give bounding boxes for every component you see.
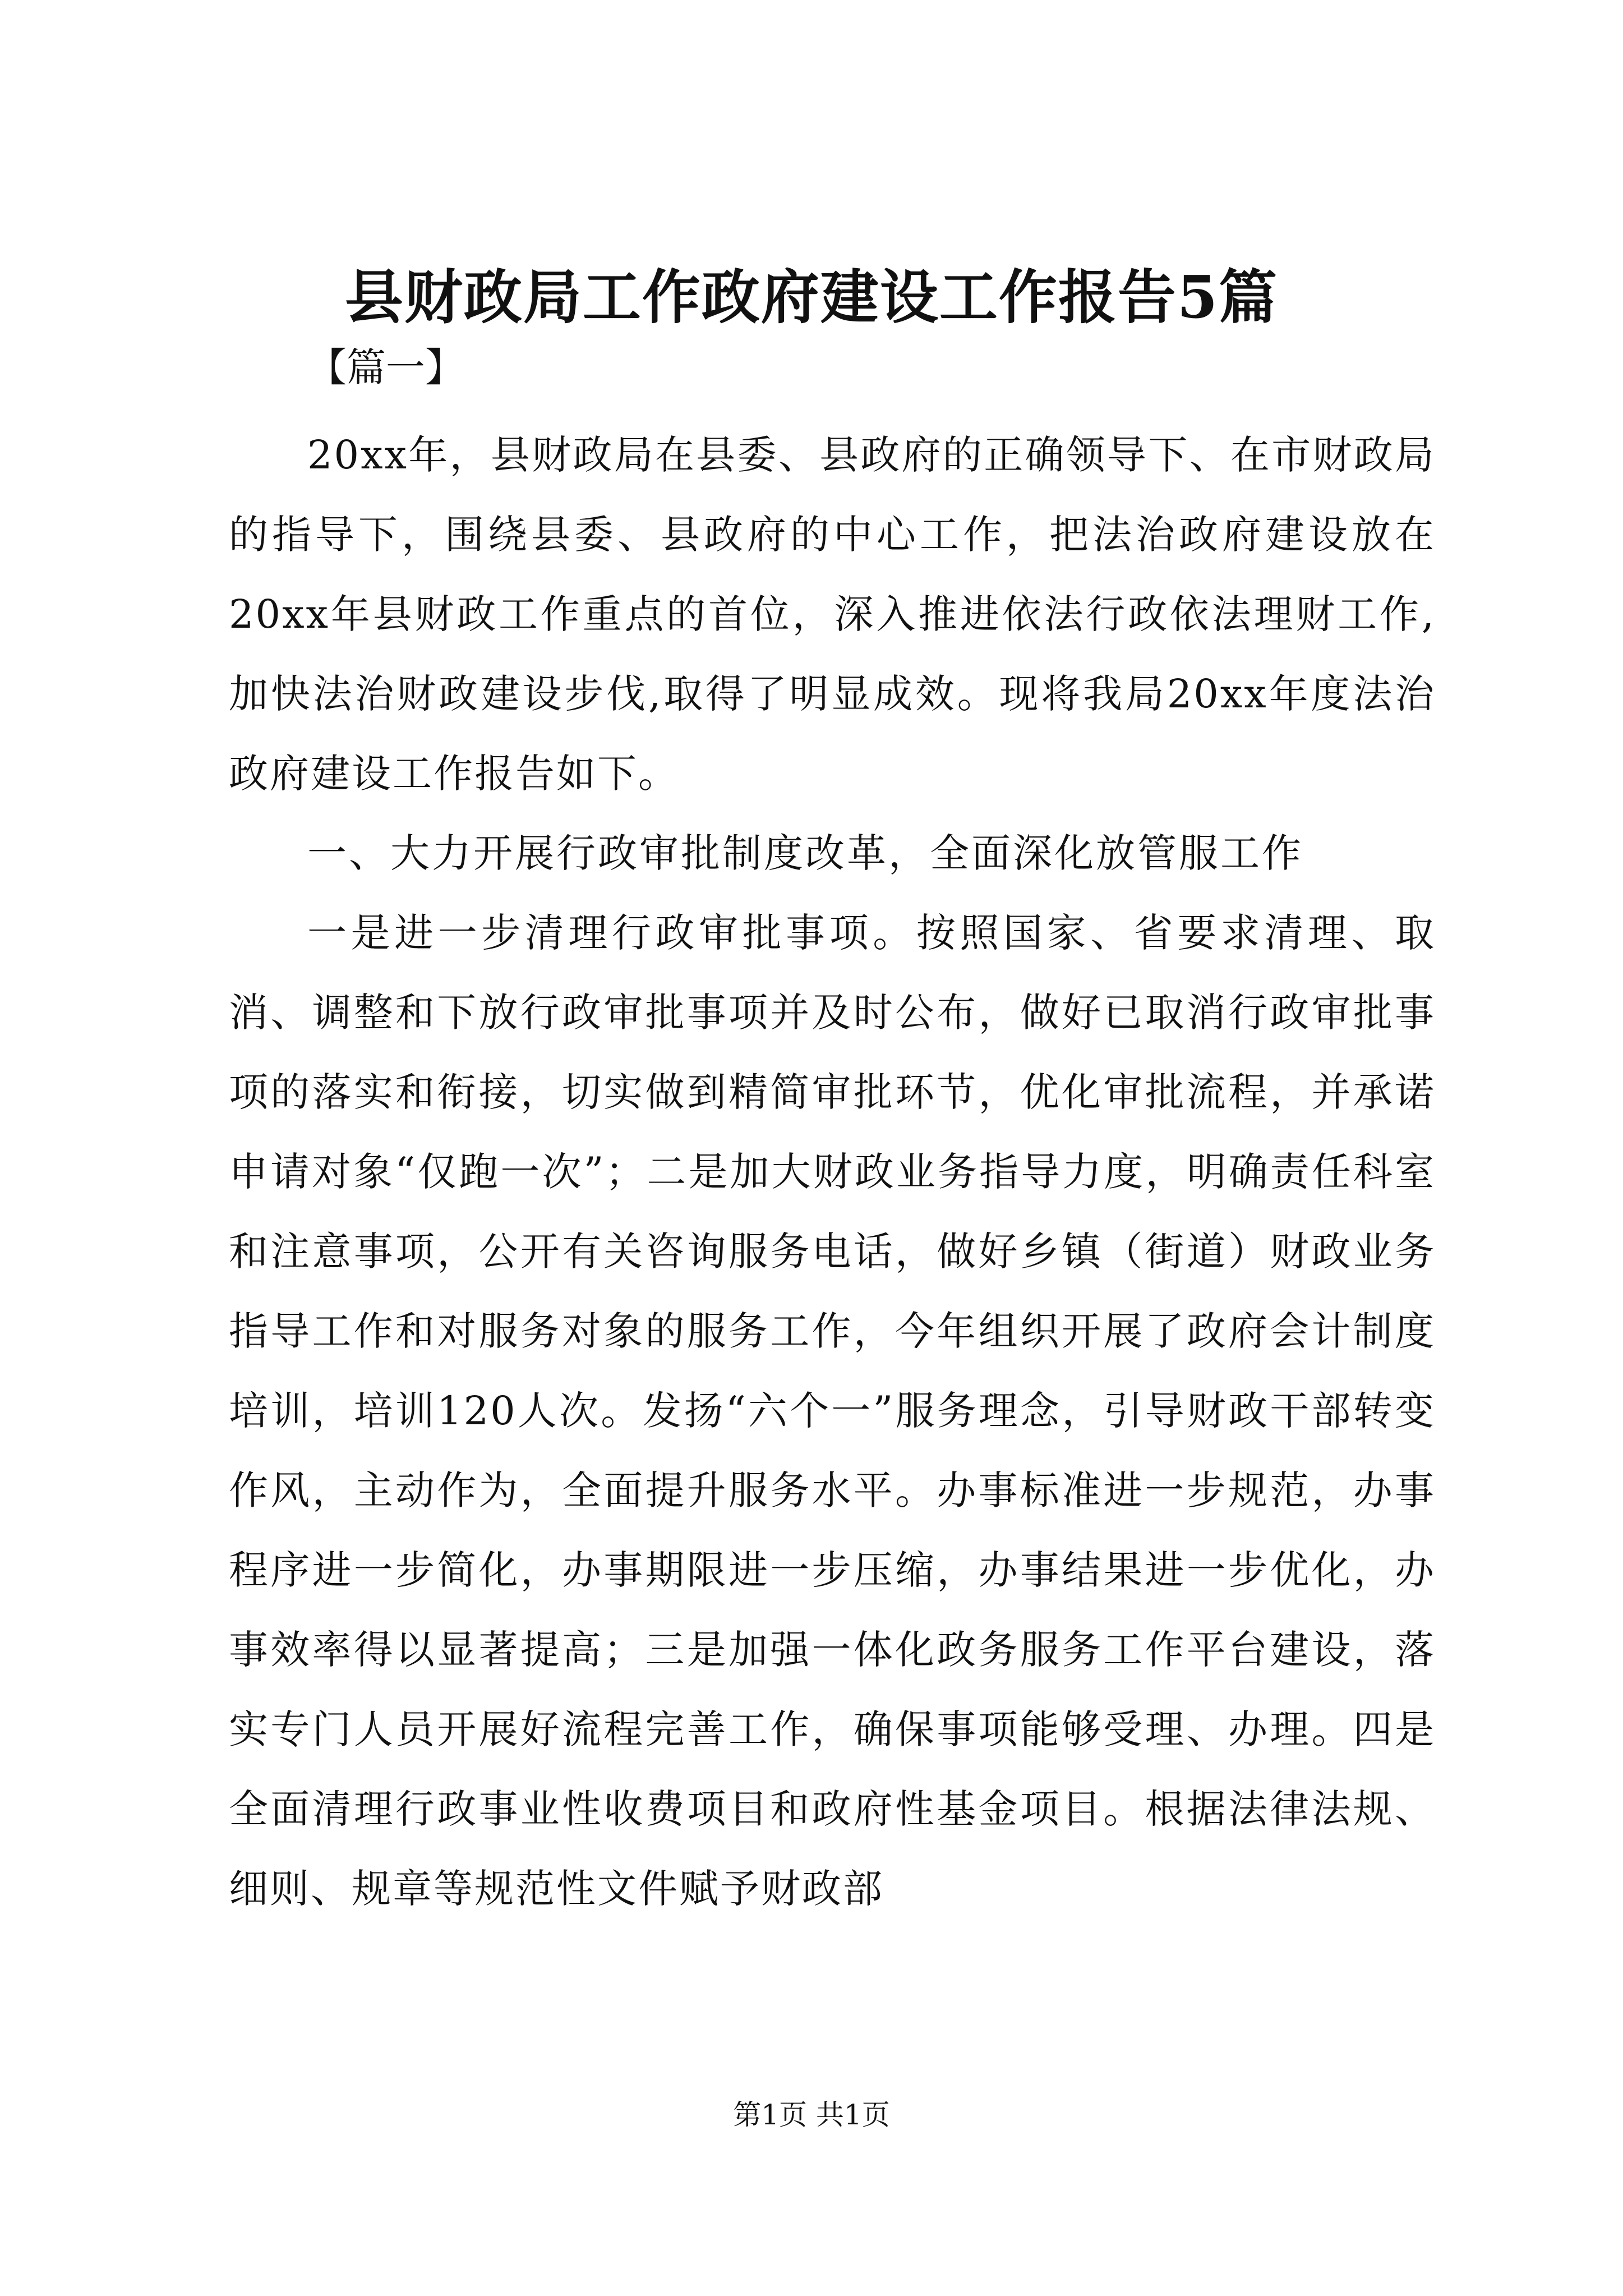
paragraph-detail: 一是进一步清理行政审批事项。按照国家、省要求清理、取消、调整和下放行政审批事项并及时公布，做好已取消行政审批事项的落实和衔接，切实做到精简审批环节，优化审批流程，并承诺申请对象“仅跑一次”；二是加大财政业务指导力度，明确责任科室和注意事项，公开有关咨询服务电话，做好乡镇（街道）财政业务指导工作和对服务对象的服务工作，今年组织开展了政府会计制度培训，培训120人次。发扬“六个一”服务理念，引导财政干部转变作风，主动作为，全面提升服务水平。办事标准进一步规范，办事程序进一步简化，办事期限进一步压缩，办事结果进一步优化，办事效率得以显著提高；三是加强一体化政务服务工作平台建设，落实专门人员开展好流程完善工作，确保事项能够受理、办理。四是全面清理行政事业性收费项目和政府性基金项目。根据法律法规、细则、规章等规范性文件赋予财政部 — [229, 910, 1436, 1912]
section-heading: 一、大力开展行政审批制度改革，全面深化放管服工作 — [307, 830, 1303, 876]
section-label: 【篇一】 — [307, 344, 464, 390]
document-title: 县财政局工作政府建设工作报告5篇 — [344, 263, 1279, 332]
page-footer: 第1页 共1页 — [733, 2099, 890, 2131]
paragraph-intro: 20xx年，县财政局在县委、县政府的正确领导下、在市财政局的指导下，围绕县委、县政府的中心工作，把法治政府建设放在20xx年县财政工作重点的首位，深入推进依法行政依法理财工作,加快法治财政建设步伐,取得了明显成效。现将我局20xx年度法治政府建设工作报告如下。 — [229, 432, 1436, 797]
document-body — [229, 415, 1436, 1929]
